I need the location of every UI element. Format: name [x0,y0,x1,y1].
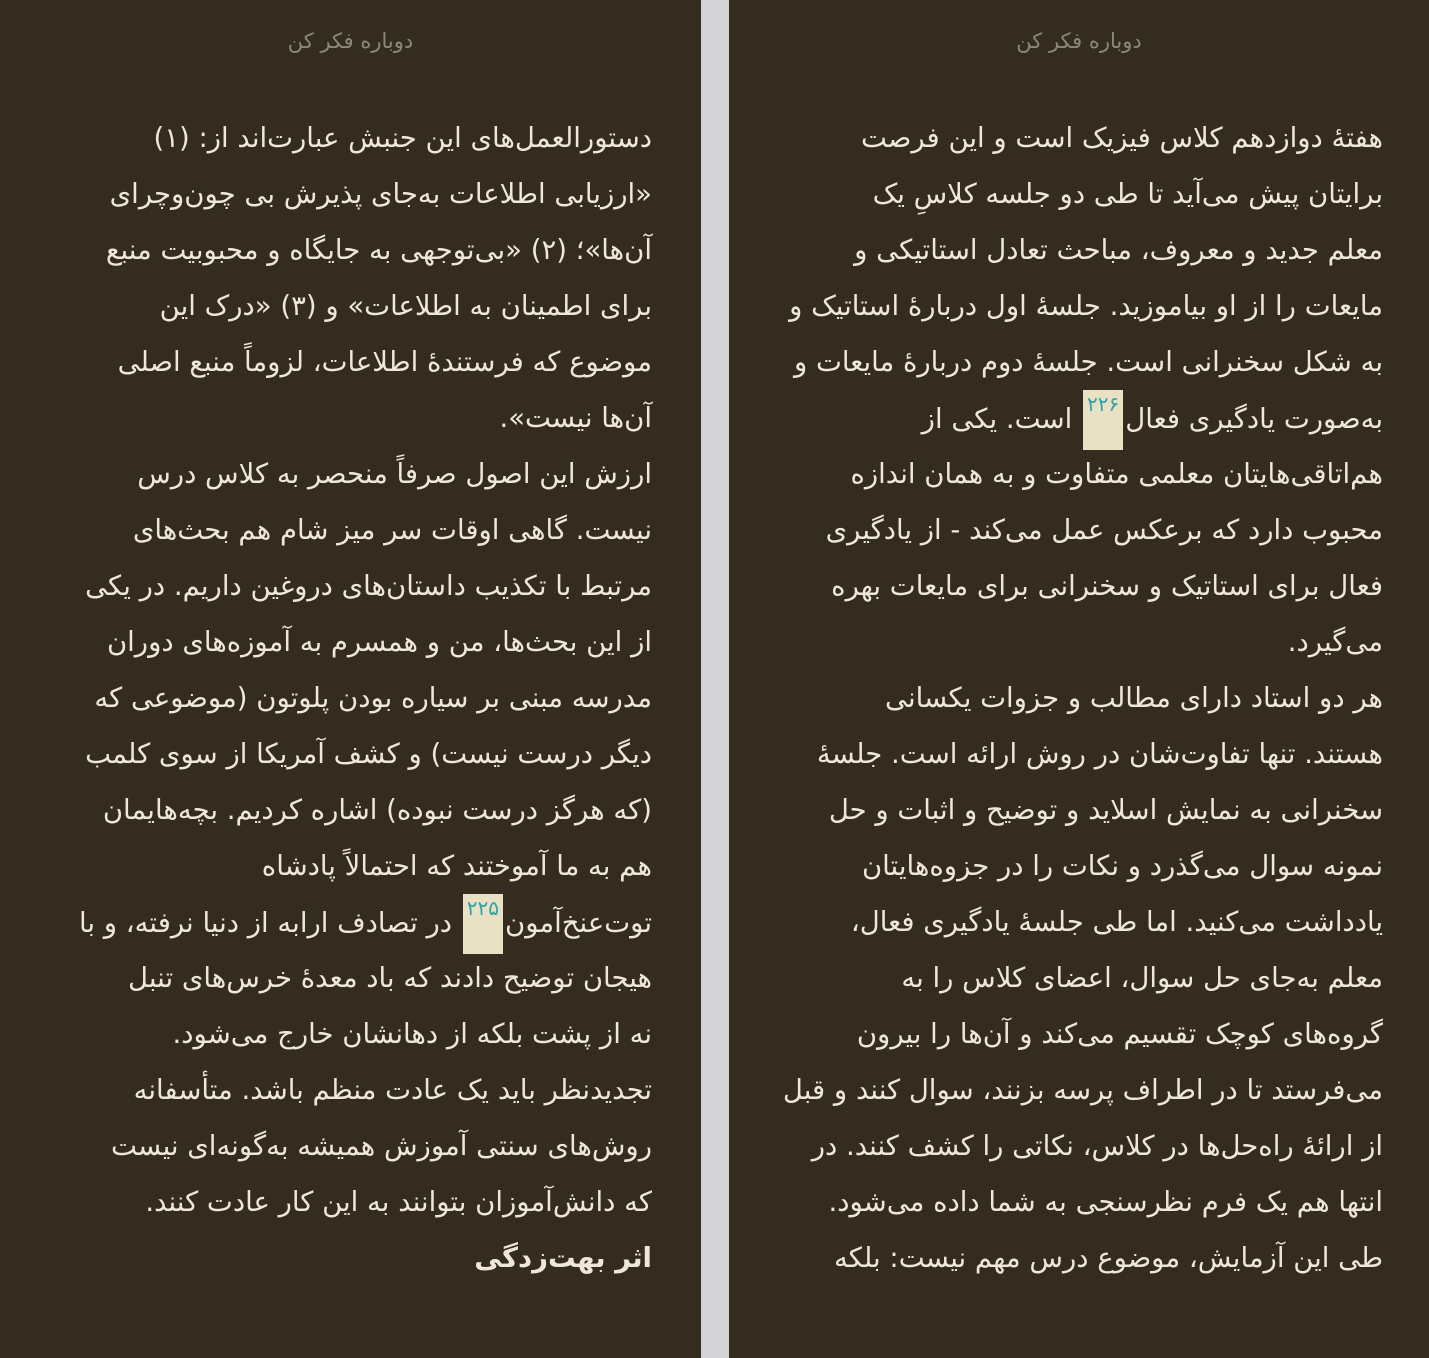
text-line: ارزش این اصول صرفاً منحصر به کلاس درس [137,458,652,490]
text-line: می‌فرستد تا در اطراف پرسه بزنند، سوال کنند و قبل [782,1074,1383,1106]
running-head: دوباره فکر کن [287,29,414,53]
text-line: نمونه سوال می‌گذرد و نکات را در جزوه‌هایتان [861,850,1383,882]
text-line: نیست. گاهی اوقات سر میز شام هم بحث‌های [132,514,652,546]
page-left [0,0,701,1358]
text-line: گروه‌های کوچک تقسیم می‌کند و آن‌ها را بیرون [856,1018,1383,1050]
text-line: معلم جدید و معروف، مباحث تعادل استاتیکی و [854,234,1383,266]
text-line: برای اطمینان به اطلاعات» و (۳) «درک این [159,290,652,322]
text-line: روش‌های سنتی آموزش همیشه به‌گونه‌ای نیست [111,1130,652,1162]
text-line: طی این آزمایش، موضوع درس مهم نیست: بلکه [834,1242,1383,1274]
text-line: دستورالعمل‌های این جنبش عبارت‌اند از: (۱) [153,122,652,154]
text-line: معلم به‌جای حل سوال، اعضای کلاس را به [901,962,1383,994]
footnote-marker-225[interactable]: ۲۲۵ [463,894,503,954]
text-line: هفتهٔ دوازدهم کلاس فیزیک است و این فرصت [861,122,1383,154]
text-line: مرتبط با تکذیب داستان‌های دروغین داریم. در یکی [85,570,652,602]
text-line: موضوع که فرستندهٔ اطلاعات، لزوماً منبع اصلی [117,346,652,378]
text-line: سخنرانی به نمایش اسلاید و توضیح و اثبات و حل [828,794,1383,826]
running-head: دوباره فکر کن [1016,29,1142,53]
text-line-with-footnote [52,894,652,950]
text-line: از ارائهٔ راه‌حل‌ها در کلاس، نکاتی را کشف کنند. در [811,1130,1383,1162]
text-segment: است. یکی از [921,403,1073,435]
text-line: تجدیدنظر باید یک عادت منظم باشد. متأسفانه [133,1074,652,1106]
text-line: مدرسه مبنی بر سیاره بودن پلوتون (موضوعی که [94,682,652,714]
text-line: می‌گیرد. [1287,626,1383,658]
text-line: آن‌ها»؛ (۲) «بی‌توجهی به جایگاه و محبوبیت منبع [105,234,652,266]
text-line: مایعات را از او بیاموزید. جلسهٔ اول دربارهٔ استاتیک و [789,290,1383,322]
text-line: نه از پشت بلکه از دهانشان خارج می‌شود. [172,1018,652,1050]
text-line: یادداشت می‌کنید. اما طی جلسهٔ یادگیری فعال، [850,906,1383,938]
text-line: محبوب دارد که برعکس عمل می‌کند - از یادگیری [825,514,1383,546]
section-heading: اثر بهت‌زدگی [474,1242,652,1274]
text-line-with-footnote [783,390,1383,446]
text-line: هم‌اتاقی‌هایتان معلمی متفاوت و به همان اندازه [850,458,1383,490]
page-right [729,0,1429,1358]
footnote-marker-226[interactable]: ۲۲۶ [1083,390,1123,450]
text-line: برایتان پیش می‌آید تا طی دو جلسه کلاسِ یک [872,178,1383,210]
text-segment: توت‌عنخ‌آمون [505,907,652,939]
text-line: به شکل سخنرانی است. جلسهٔ دوم دربارهٔ مایعات و [793,346,1383,378]
text-line: فعال برای استاتیک و سخنرانی برای مایعات بهره [831,570,1383,602]
text-line: هیجان توضیح دادند که باد معدهٔ خرس‌های تنبل [128,962,652,994]
text-line: (که هرگز درست نبوده) اشاره کردیم. بچه‌هایمان [102,794,652,826]
text-line: هر دو استاد دارای مطالب و جزوات یکسانی [885,682,1383,714]
text-line: هستند. تنها تفاوت‌شان در روش ارائه است. جلسهٔ [816,738,1383,770]
text-line: «ارزیابی اطلاعات به‌جای پذیرش بی چون‌وچرای [109,178,652,210]
text-segment: در تصادف ارابه از دنیا نرفته، و با [79,907,453,939]
text-line: آن‌ها نیست». [499,402,652,434]
text-line: از این بحث‌ها، من و همسرم به آموزه‌های دوران [106,626,652,658]
text-line: انتها هم یک فرم نظرسنجی به شما داده می‌شود. [828,1186,1383,1218]
page-body-text [52,110,652,1286]
text-segment: به‌صورت یادگیری فعال [1125,403,1383,435]
text-line: هم به ما آموختند که احتمالاً پادشاه [261,850,652,882]
page-body-text [783,110,1383,1286]
text-line: که دانش‌آموزان بتوانند به این کار عادت کنند. [145,1186,652,1218]
text-line: دیگر درست نیست) و کشف آمریکا از سوی کلمب [85,738,652,770]
